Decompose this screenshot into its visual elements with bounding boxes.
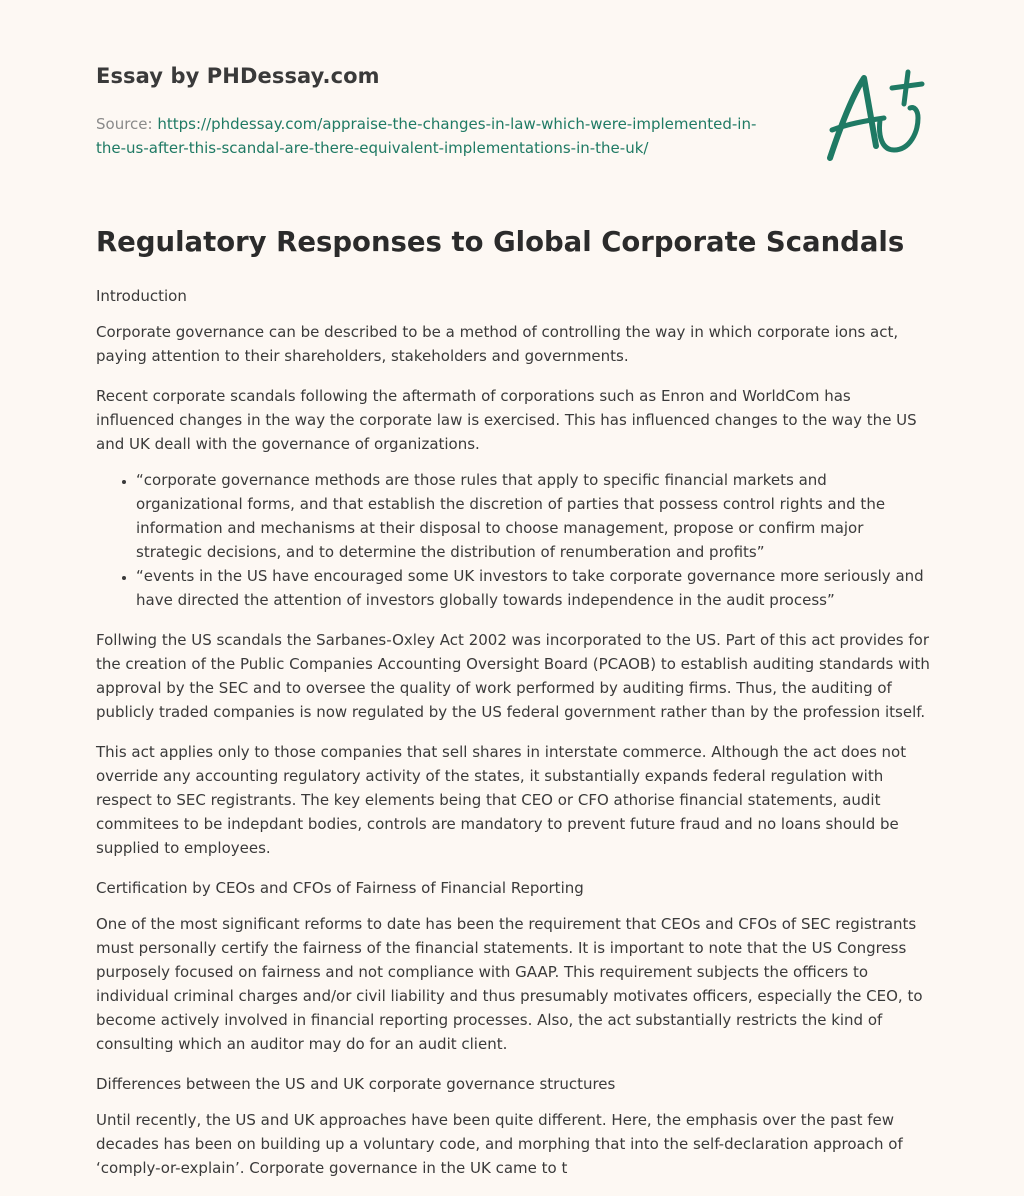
paragraph: Corporate governance can be described to be a method of controlling the way in which corporate ions act, paying attention to their shareholders, stakeholders and governments. [96,323,899,365]
paragraph: One of the most significant reforms to date has been the requirement that CEOs and CFOs of SEC registrants must personally certify the fairness of the financial statements. It is important to note that the US Congress purposely focused on fairness and not compliance with GAAP. This requirement subjects the officers to individual criminal charges and/or civil liability and thus presumably motivates officers, especially the CEO, to become actively involved in financial reporting processes. Also, the act substantially restricts the kind of consulting which an auditor may do for an audit client. [96,915,923,1053]
article-title: Regulatory Responses to Global Corporate Scandals [96,226,905,258]
paragraph: Recent corporate scandals following the aftermath of corporations such as Enron and WorldCom has influenced changes in the way the corporate law is exercised. This has influenced changes to the way the US and UK deall with the governance of organizations. [96,387,917,453]
article-body [96,284,932,1196]
site-brand: Essay by PHDessay.com [96,64,380,88]
section-heading-introduction: Introduction [96,287,187,305]
source-link[interactable]: https://phdessay.com/appraise-the-changes-in-law-which-were-implemented-in-the-us-after-this-scandal-are-there-equivalent-implementations-in-the-uk/ [96,115,757,157]
paragraph: Until recently, the US and UK approaches have been quite different. Here, the emphasis over the past few decades has been on building up a voluntary code, and morphing that into the self-declaration approach of ‘comply-or-explain’. Corporate governance in the UK came to t [96,1111,903,1177]
section-heading-differences: Differences between the US and UK corporate governance structures [96,1075,616,1093]
a-plus-grade-icon [818,66,930,166]
paragraph: This act applies only to those companies that sell shares in interstate commerce. Although the act does not override any accounting regulatory activity of the states, it substantially expands federal regulation with respect to SEC registrants. The key elements being that CEO or CFO athorise financial statements, audit commitees to be indepdant bodies, controls are mandatory to prevent future fraud and no loans should be supplied to employees. [96,743,907,857]
section-heading-certification: Certification by CEOs and CFOs of Fairness of Financial Reporting [96,879,584,897]
paragraph: Follwing the US scandals the Sarbanes-Oxley Act 2002 was incorporated to the US. Part of this act provides for the creation of the Public Companies Accounting Oversight Board (PCAOB) to establish auditing standards with approval by the SEC and to oversee the quality of work performed by auditing firms. Thus, the auditing of publicly traded companies is now regulated by the US federal government rather than by the profession itself. [96,631,930,721]
list-item: • “corporate governance methods are those rules that apply to specific financial markets and organizational forms, and that establish the discretion of parties that possess control rights and the information and mechanisms at their disposal to choose management, propose or confirm major strategic decisions, and to determine the distribution of renumberation and profits” [136,468,932,564]
quote-list [96,468,932,612]
source-line [96,112,776,160]
source-label: Source: [96,115,153,133]
list-item: • “events in the US have encouraged some UK investors to take corporate governance more seriously and have directed the attention of investors globally towards independence in the audit process” [136,564,932,612]
